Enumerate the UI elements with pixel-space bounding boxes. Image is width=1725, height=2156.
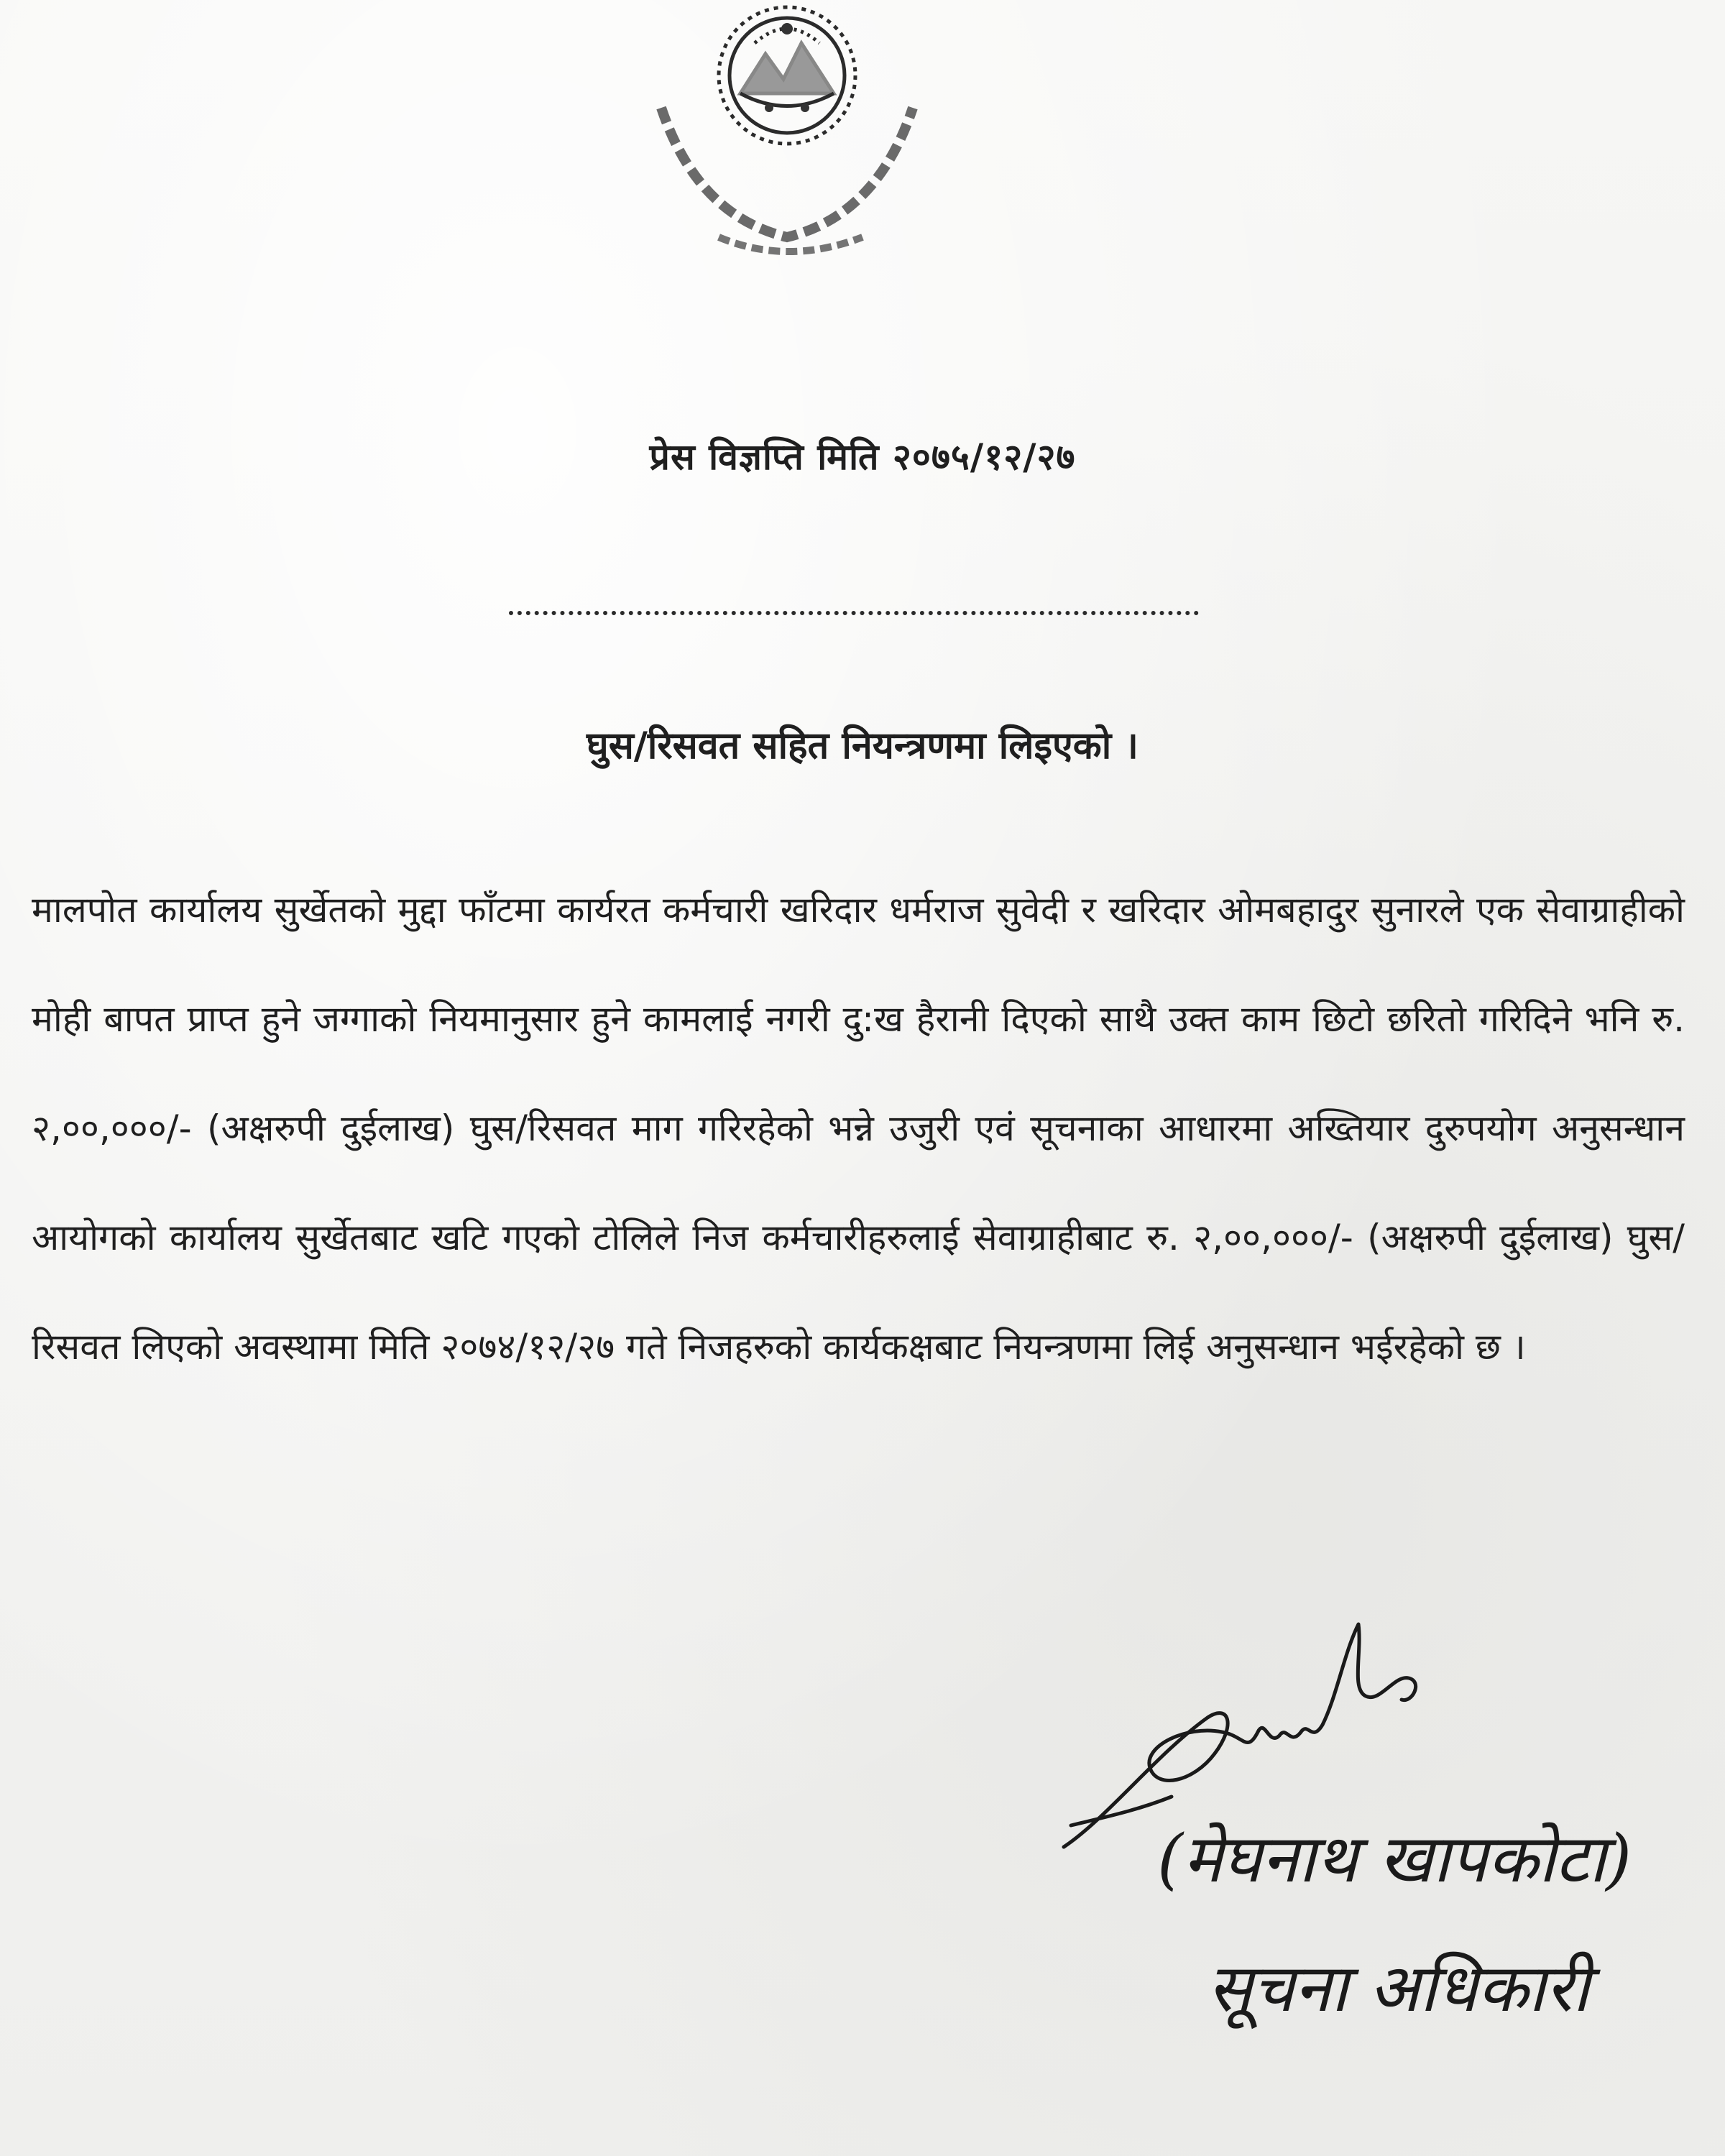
separator-line bbox=[509, 611, 1199, 615]
notice-body-paragraph: मालपोत कार्यालय सुर्खेतको मुद्दा फाँटमा कार्यरत कर्मचारी खरिदार धर्मराज सुवेदी र खरिदार ओमबहादुर सुनारले एक सेवाग्राहीको मोही बापत प्राप्त हुने जग्गाको नियमानुसार हुने कामलाई नगरी दु:ख हैरानी दिएको साथै उक्त काम छिटो छरितो गरिदिने भनि रु. २,००,०००/- (अक्षरुपी दुईलाख) घुस/रिसवत माग गरिरहेको भन्ने उजुरी एवं सूचनाका आधारमा अख्तियार दुरुपयोग अनुसन्धान आयोगको कार्यालय सुर्खेतबाट खटि गएको टोलिले निज कर्मचारीहरुलाई सेवाग्राहीबाट रु. २,००,०००/- (अक्षरुपी दुईलाख) घुस/रिसवत लिएको अवस्थामा मिति २०७४/१२/२७ गते निजहरुको कार्यकक्षबाट नियन्त्रणमा लिई अनुसन्धान भईरहेको छ । bbox=[32, 889, 1685, 1368]
seal-emblem-icon bbox=[632, 0, 963, 273]
signatory-name: (मेघनाथ खापकोटा) bbox=[1157, 1820, 1632, 1897]
office-seal-stamp bbox=[632, 0, 963, 273]
signature-block bbox=[1049, 1610, 1725, 2156]
notice-subject: घुस/रिसवत सहित नियन्त्रणमा लिइएको । bbox=[586, 724, 1138, 768]
press-release-heading: प्रेस विज्ञप्ति मिति २०७५/१२/२७ bbox=[649, 436, 1076, 478]
signatory-title: सूचना अधिकारी bbox=[1208, 1950, 1590, 2027]
